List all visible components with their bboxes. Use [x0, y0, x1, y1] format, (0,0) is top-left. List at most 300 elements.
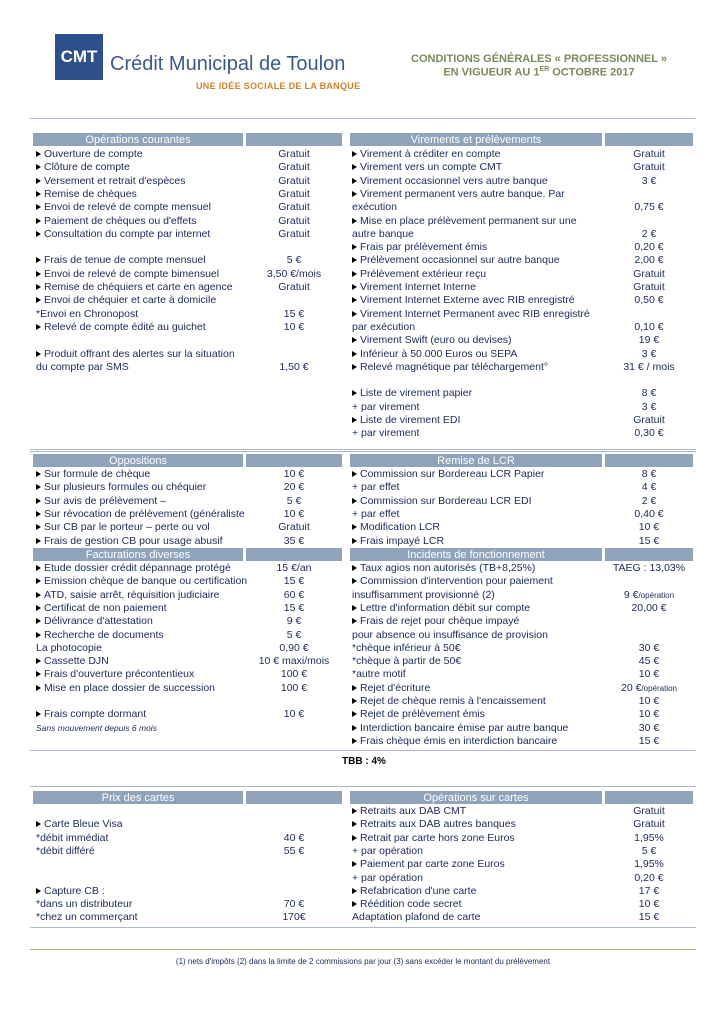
bullet-arrow-icon	[352, 244, 357, 250]
fee-label	[352, 414, 460, 427]
fee-label-text: *débit immédiat	[36, 831, 109, 844]
fee-label-text: *Envoi en Chronopost	[36, 307, 139, 320]
bullet-arrow-icon	[36, 471, 41, 477]
fee-label	[36, 602, 167, 615]
fee-label	[352, 832, 515, 845]
fee-label-text: *débit différé	[36, 844, 95, 857]
fee-label	[36, 175, 186, 188]
bullet-arrow-icon	[352, 835, 357, 841]
fee-label	[36, 655, 109, 668]
fee-value: 20 €	[283, 481, 305, 494]
bullet-arrow-icon	[352, 605, 357, 611]
fee-label-text: Retraits aux DAB CMT	[360, 805, 467, 817]
fee-label	[352, 334, 512, 347]
fee-label	[352, 668, 406, 681]
fee-value: Gratuit	[278, 201, 310, 214]
fee-label-text: autre banque	[352, 227, 414, 240]
fee-label-text: Virement permanent vers autre banque. Par	[360, 187, 565, 200]
fee-label	[352, 427, 419, 440]
fee-label	[36, 885, 105, 898]
bullet-arrow-icon	[352, 257, 357, 263]
fee-label-text: Liste de virement papier	[360, 387, 473, 400]
bullet-arrow-icon	[352, 191, 357, 197]
fee-unit: /opération	[638, 590, 675, 600]
bullet-arrow-icon	[36, 632, 41, 638]
fee-value: 15 €	[283, 601, 305, 614]
bullet-arrow-icon	[36, 151, 41, 157]
fee-label-text: Capture CB :	[44, 884, 105, 897]
bullet-arrow-icon	[36, 821, 41, 827]
fee-label	[352, 387, 472, 400]
fee-label	[36, 575, 247, 588]
fee-label-text: Paiement par carte zone Euros	[360, 858, 505, 871]
fee-value: 4 €	[641, 481, 657, 494]
bullet-arrow-icon	[352, 808, 357, 814]
fee-label-text: + par effet	[352, 507, 400, 520]
bullet-arrow-icon	[36, 524, 41, 530]
fee-unit: /opération	[641, 683, 678, 693]
fee-label-text: Délivrance d'attestation	[44, 615, 153, 628]
fee-value: 1,95%	[634, 831, 664, 844]
title-part: EN VIGUEUR AU 1	[443, 66, 540, 79]
fee-label	[352, 805, 466, 818]
fee-label	[36, 898, 132, 911]
fee-value: Gratuit	[278, 187, 310, 200]
fee-label-text: Emission chèque de banque ou certification	[44, 575, 248, 588]
bullet-arrow-icon	[352, 578, 357, 584]
fee-value: 5 €	[641, 844, 657, 857]
bullet-arrow-icon	[352, 284, 357, 290]
fee-label	[36, 589, 219, 602]
fee-label	[352, 348, 517, 361]
section-header-fill	[246, 454, 342, 467]
bullet-arrow-icon	[36, 324, 41, 330]
fee-label-text: Envoi de chéquier et carte à domicile	[44, 294, 217, 307]
fee-label-text: *chèque à partir de 50€	[352, 655, 462, 668]
fee-value: 15 €	[638, 734, 660, 747]
fee-label-text: Etude dossier crédit dépannage protégé	[44, 562, 231, 574]
fee-label-text: Frais de rejet pour chèque impayé	[360, 615, 520, 628]
fee-value: 17 €	[638, 884, 660, 897]
fee-label	[36, 495, 166, 508]
fee-value: 3 €	[641, 174, 657, 187]
fee-label	[36, 508, 245, 521]
fee-label-text: exécution	[352, 201, 397, 214]
fee-value: 3 €	[641, 347, 657, 360]
bullet-arrow-icon	[352, 725, 357, 731]
fee-label	[36, 361, 129, 374]
fee-value: 2 €	[641, 494, 657, 507]
fee-value: Gratuit	[278, 227, 310, 240]
section-facturations: Facturations diverses	[33, 548, 243, 561]
fee-value: 0,30 €	[634, 427, 664, 440]
fee-label	[36, 281, 233, 294]
fee-value: 15 €/an	[276, 562, 312, 574]
fee-label	[352, 281, 476, 294]
bullet-arrow-icon	[352, 151, 357, 157]
fee-label	[36, 642, 102, 655]
fee-value: Gratuit	[278, 281, 310, 293]
section-oppositions: Oppositions	[33, 454, 243, 467]
fee-value: 10 €	[638, 695, 660, 707]
fee-value: 15 €	[638, 534, 660, 547]
fee-value: 5 €	[286, 494, 302, 507]
bullet-arrow-icon	[352, 417, 357, 423]
fee-label-text: Frais d'ouverture précontentieux	[44, 668, 195, 681]
fee-label	[352, 708, 485, 721]
bullet-arrow-icon	[36, 685, 41, 691]
fee-label-text: Paiement de chèques ou d'effets	[44, 214, 197, 227]
fee-value: 0,90 €	[279, 641, 309, 654]
bullet-arrow-icon	[36, 498, 41, 504]
fee-label-text: Recherche de documents	[44, 628, 164, 641]
fee-label	[36, 268, 219, 281]
fee-label-text: Adaptation plafond de carte	[352, 911, 481, 924]
fee-value: 40 €	[283, 831, 305, 844]
fee-label-text: Commission sur Bordereau LCR Papier	[360, 468, 545, 480]
fee-label-text: Virement Internet Interne	[360, 281, 476, 293]
fee-label-text: Virement vers un compte CMT	[360, 161, 503, 174]
fee-value: 15 €	[283, 307, 305, 320]
fee-value: 20 €/opération	[620, 681, 678, 694]
bullet-arrow-icon	[352, 178, 357, 184]
fee-value: 15 €	[283, 575, 305, 588]
fee-label-text: Ouverture de compte	[44, 148, 143, 160]
fee-label	[36, 215, 196, 228]
fee-value: 100 €	[280, 681, 308, 694]
fee-label	[36, 148, 143, 161]
bullet-arrow-icon	[352, 901, 357, 907]
footer-notes: (1) nets d'impôts (2) dans la limite de 2 commissions par jour (3) sans excéder le montant du prélèvement	[30, 949, 696, 966]
fee-label	[36, 832, 108, 845]
fee-label-text: insuffisamment provisionné (2)	[352, 588, 495, 601]
fee-value: 8 €	[641, 387, 657, 400]
fee-label-text: Prélèvement extérieur reçu	[360, 267, 487, 280]
fee-value: 5 €	[286, 254, 302, 267]
fee-label	[352, 615, 519, 628]
slogan: UNE IDÉE SOCIALE DE LA BANQUE	[196, 81, 361, 91]
bullet-arrow-icon	[36, 658, 41, 664]
fee-label	[352, 481, 399, 494]
fee-value: 19 €	[638, 334, 660, 347]
fee-label-text: Rejet d'écriture	[360, 681, 431, 694]
fee-label	[352, 695, 546, 708]
fee-value: Gratuit	[278, 174, 310, 187]
bullet-arrow-icon	[352, 351, 357, 357]
fee-label-text: Virement occasionnel vers autre banque	[360, 174, 548, 187]
bullet-arrow-icon	[36, 218, 41, 224]
fee-label	[352, 361, 548, 374]
bullet-arrow-icon	[352, 618, 357, 624]
fee-label	[352, 495, 532, 508]
logo-text: CMT	[60, 47, 98, 66]
fee-value: 8 €	[641, 468, 657, 480]
fee-label	[352, 602, 530, 615]
fee-label-text: Retraits aux DAB autres banques	[360, 818, 516, 831]
fee-label	[36, 535, 223, 548]
fee-label	[352, 201, 397, 214]
bullet-arrow-icon	[36, 578, 41, 584]
section-incidents: Incidents de fonctionnement	[350, 548, 602, 561]
fee-label	[352, 735, 557, 748]
fee-value: 10 €	[638, 521, 660, 534]
fee-label	[36, 668, 194, 681]
doc-title-line1: CONDITIONS GÉNÉRALES « PROFESSIONNEL »	[411, 53, 667, 65]
fee-value: 3,50 €/mois	[266, 267, 322, 280]
fee-label-text: Réédition code secret	[360, 898, 462, 911]
section-operations-cartes: Opérations sur cartes	[350, 791, 602, 804]
bullet-arrow-icon	[36, 191, 41, 197]
bullet-arrow-icon	[352, 498, 357, 504]
bullet-arrow-icon	[36, 351, 41, 357]
fee-label	[352, 682, 430, 695]
fee-label	[36, 521, 210, 534]
fee-label	[352, 228, 414, 241]
fee-value: Gratuit	[633, 818, 665, 831]
bullet-arrow-icon	[36, 888, 41, 894]
fee-value: 0,20 €	[634, 871, 664, 884]
section-header-fill	[246, 791, 342, 804]
fee-label-text: Carte Bleue Visa	[44, 818, 123, 831]
fee-label	[36, 845, 95, 858]
fee-label	[352, 254, 560, 267]
fee-label-text: Frais chèque émis en interdiction bancaire	[360, 734, 558, 747]
fee-label	[352, 401, 419, 414]
fee-label-text: + par opération	[352, 871, 423, 884]
bullet-arrow-icon	[352, 164, 357, 170]
fee-value: Gratuit	[278, 521, 310, 534]
bullet-arrow-icon	[352, 888, 357, 894]
fee-label	[352, 655, 461, 668]
fee-value: 1,50 €	[279, 360, 309, 373]
fee-label	[352, 642, 461, 655]
title-sup: ER	[539, 66, 550, 73]
fee-label	[352, 161, 502, 174]
fee-label	[352, 294, 575, 307]
fee-value: 0,50 €	[634, 294, 664, 307]
bullet-arrow-icon	[352, 861, 357, 867]
fee-label	[36, 228, 210, 241]
fee-label-text: pour absence ou insuffisance de provision	[352, 628, 548, 641]
bullet-arrow-icon	[352, 471, 357, 477]
fee-label-text: Virement Swift (euro ou devises)	[360, 334, 512, 347]
section-remise-lcr: Remise de LCR	[350, 454, 602, 467]
bullet-arrow-icon	[36, 671, 41, 677]
bullet-arrow-icon	[352, 538, 357, 544]
fee-value: 0,75 €	[634, 201, 664, 214]
fee-label	[352, 575, 553, 588]
logo	[55, 34, 103, 80]
bullet-arrow-icon	[36, 711, 41, 717]
fee-label-text: par exécution	[352, 320, 416, 333]
fee-value: 100 €	[280, 668, 308, 681]
fee-label-text: Frais compte dormant	[44, 708, 147, 721]
fee-label	[352, 241, 487, 254]
fee-label	[352, 188, 565, 201]
fee-value: 55 €	[283, 844, 305, 857]
fee-value: 10 €	[638, 708, 660, 721]
fee-label-text: Virement à créditer en compte	[360, 148, 501, 160]
fee-value: 9 €/opération	[623, 588, 675, 601]
fee-label-text: Consultation du compte par internet	[44, 227, 211, 240]
fee-label-text: *dans un distributeur	[36, 898, 133, 911]
fee-label	[36, 254, 206, 267]
fee-label	[352, 268, 486, 281]
fee-value: 2 €	[641, 227, 657, 240]
bullet-arrow-icon	[36, 618, 41, 624]
fee-label	[352, 722, 568, 735]
bullet-arrow-icon	[36, 538, 41, 544]
fee-label	[36, 201, 211, 214]
bullet-arrow-icon	[36, 592, 41, 598]
fee-value: TAEG : 13,03%	[612, 562, 686, 574]
bullet-arrow-icon	[36, 257, 41, 263]
fee-label-text: La photocopie	[36, 641, 102, 654]
fee-label-text: Envoi de relevé de compte mensuel	[44, 201, 211, 214]
fee-label	[36, 708, 146, 721]
fee-value: 35 €	[283, 534, 305, 547]
fee-label-text: + par virement	[352, 427, 420, 440]
fee-value: 60 €	[283, 588, 305, 601]
fee-label-text: + par effet	[352, 481, 400, 494]
fee-label-text: Sur formule de chèque	[44, 468, 151, 480]
fee-label-text: Certificat de non paiement	[44, 601, 167, 614]
fee-label-text: *autre motif	[352, 668, 406, 681]
fee-label	[36, 161, 130, 174]
fee-label	[352, 562, 535, 575]
fee-label-text: Sur révocation de prélèvement (généraliste	[44, 507, 245, 520]
fee-label-text: ATD, saisie arrêt, réquisition judiciaire	[44, 588, 220, 601]
fee-value: Gratuit	[278, 214, 310, 227]
fee-value: Gratuit	[633, 281, 665, 293]
bullet-arrow-icon	[352, 821, 357, 827]
bullet-arrow-icon	[36, 178, 41, 184]
fee-label	[352, 215, 577, 228]
fee-label	[352, 508, 399, 521]
bullet-arrow-icon	[352, 685, 357, 691]
fee-label-text: Commission d'intervention pour paiement	[360, 575, 553, 588]
fee-label	[352, 589, 495, 602]
fee-label-text: Frais impayé LCR	[360, 534, 445, 547]
section-header-fill	[605, 548, 693, 561]
fee-label	[36, 629, 164, 642]
fee-label-text: Taux agios non autorisés (TB+8,25%)	[360, 562, 536, 574]
bullet-arrow-icon	[352, 271, 357, 277]
fee-label	[352, 629, 548, 642]
bullet-arrow-icon	[36, 284, 41, 290]
fee-value: 10 €	[638, 898, 660, 911]
section-prix-cartes: Prix des cartes	[33, 791, 243, 804]
fee-value: 30 €	[638, 641, 660, 654]
fee-label-text: Relevé magnétique par téléchargement°	[360, 360, 549, 373]
fee-label-text: Frais de tenue de compte mensuel	[44, 254, 206, 267]
bullet-arrow-icon	[352, 390, 357, 396]
fee-label-text: Envoi de relevé de compte bimensuel	[44, 267, 220, 280]
fee-value: 15 €	[638, 911, 660, 924]
fee-value: Gratuit	[278, 161, 310, 174]
fee-label-text: Prélèvement occasionnel sur autre banque	[360, 254, 560, 267]
fee-label-text: Sur CB par le porteur – perte ou vol	[44, 521, 210, 534]
fee-label-text: Virement Internet Externe avec RIB enregistré	[360, 294, 575, 307]
bullet-arrow-icon	[36, 297, 41, 303]
bullet-arrow-icon	[36, 271, 41, 277]
fee-value: 45 €	[638, 655, 660, 668]
fee-value: 20,00 €	[631, 601, 667, 614]
fee-label-text: Relevé de compte édité au guichet	[44, 320, 206, 333]
fee-label-text: *chèque inférieur à 50€	[352, 641, 461, 654]
fee-value: 0,40 €	[634, 507, 664, 520]
fee-value: 3 €	[641, 400, 657, 413]
bullet-arrow-icon	[36, 511, 41, 517]
fee-label	[352, 872, 423, 885]
tbb-rate: TBB : 4%	[342, 756, 386, 767]
fee-value: 10 €	[283, 708, 305, 721]
fee-label	[352, 911, 480, 924]
bullet-arrow-icon	[352, 364, 357, 370]
fee-label-text: Sur avis de prélèvement –	[44, 494, 166, 507]
fee-label	[36, 562, 231, 575]
fee-label-text: Frais par prélèvement émis	[360, 241, 488, 254]
fee-label-text: Remise de chèques	[44, 187, 137, 200]
fee-label	[36, 911, 138, 924]
bullet-arrow-icon	[352, 524, 357, 530]
fee-label	[352, 818, 516, 831]
fee-value: 0,20 €	[634, 241, 664, 254]
fee-label-text: Retrait par carte hors zone Euros	[360, 831, 515, 844]
fee-label	[36, 188, 137, 201]
fee-label	[352, 845, 423, 858]
fee-label	[36, 682, 215, 695]
fee-value: 10 € maxi/mois	[258, 655, 330, 668]
bullet-arrow-icon	[36, 484, 41, 490]
section-header-fill	[605, 133, 693, 146]
fee-value: 10 €	[283, 468, 305, 480]
fee-value: Gratuit	[633, 267, 665, 280]
fee-value: 1,95%	[634, 858, 664, 871]
bullet-arrow-icon	[352, 218, 357, 224]
fee-label	[36, 294, 216, 307]
fee-value: 2,00 €	[634, 254, 664, 267]
fee-label-text: Rejet de prélèvement émis	[360, 708, 485, 721]
fee-label-text: Lettre d'information débit sur compte	[360, 601, 531, 614]
fee-value: 30 €	[638, 721, 660, 734]
fee-label-text: Produit offrant des alertes sur la situation	[44, 347, 235, 360]
fee-label	[352, 858, 505, 871]
fee-value: 10 €	[283, 320, 305, 333]
fee-label	[352, 148, 500, 161]
fee-label-text: + par opération	[352, 844, 423, 857]
fee-label-text: *chez un commerçant	[36, 911, 138, 924]
fee-value: Gratuit	[278, 148, 310, 160]
fee-value: Gratuit	[633, 414, 665, 426]
fee-label-text: Inférieur à 50 000 Euros ou SEPA	[360, 347, 518, 360]
fee-value: 5 €	[286, 628, 302, 641]
section-header-fill	[246, 133, 342, 146]
fee-label-text: Sur plusieurs formules ou chéquier	[44, 481, 207, 494]
fee-value: Gratuit	[633, 161, 665, 174]
bullet-arrow-icon	[36, 164, 41, 170]
fee-label	[36, 321, 206, 334]
bullet-arrow-icon	[36, 565, 41, 571]
dormant-note: Sans mouvement depuis 6 mois	[36, 723, 157, 733]
fee-label-text: Remise de chéquiers et carte en agence	[44, 281, 233, 293]
fee-label	[36, 615, 153, 628]
fee-value: 170€	[282, 911, 306, 924]
section-header-fill	[605, 454, 693, 467]
bullet-arrow-icon	[352, 311, 357, 317]
fee-label-text: Modification LCR	[360, 521, 440, 534]
fee-label	[352, 535, 444, 548]
